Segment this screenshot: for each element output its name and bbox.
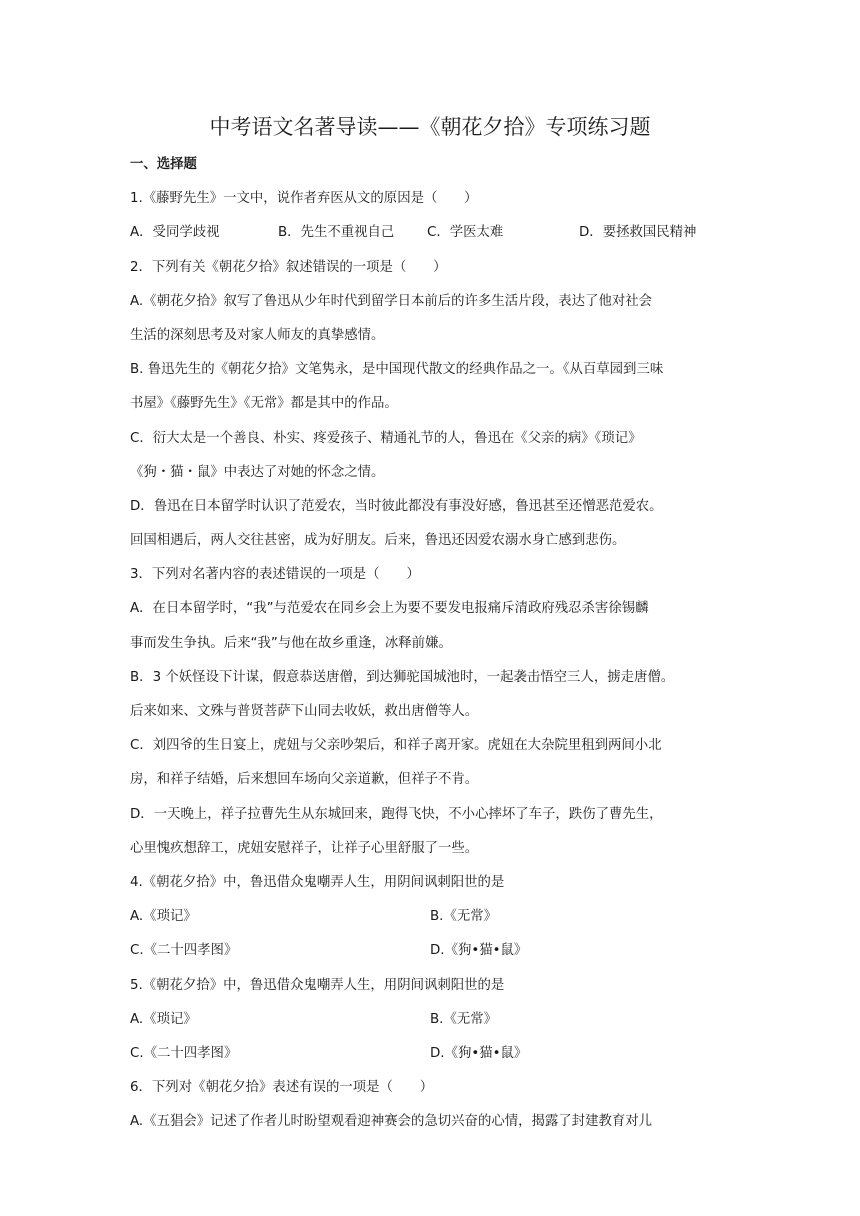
option-a: A.《琐记》 (130, 1011, 197, 1027)
option-c: C．学医太难 (427, 225, 504, 241)
question-1-stem: 1.《藤野先生》一文中，说作者弃医从文的原因是（ ） (130, 191, 478, 207)
option-d: D.《狗•猫•鼠》 (430, 943, 528, 959)
option-d: D.《狗•猫•鼠》 (430, 1045, 528, 1061)
option-d: D．要拯救国民精神 (579, 225, 697, 241)
question-6-line: A.《五猖会》记述了作者儿时盼望观看迎神赛会的急切兴奋的心情，揭露了封建教育对儿 (130, 1114, 653, 1130)
question-3-line: A．在日本留学时，“我”与范爱农在同乡会上为要不要发电报痛斥清政府残忍杀害徐锡麟 (130, 601, 649, 617)
question-2-line: 书屋》《藤野先生》《无常》都是其中的作品。 (130, 396, 398, 412)
option-b: B．先生不重视自己 (278, 225, 395, 241)
question-3-line: D．一天晚上，祥子拉曹先生从东城回来，跑得飞快，不小心摔坏了车子，跌伤了曹先生， (130, 806, 663, 822)
question-5-options-row-1 (130, 1003, 732, 1037)
option-b: B.《无常》 (430, 1011, 498, 1027)
question-3-line: 后来如来、文殊与普贤菩萨下山同去收妖，救出唐僧等人。 (130, 704, 479, 719)
question-2-line: B. 鲁迅先生的《朝花夕拾》文笔隽永，是中国现代散文的经典作品之一。《从百草园到三味 (130, 362, 664, 378)
question-3-line: C．刘四爷的生日宴上，虎妞与父亲吵架后，和祥子离开家。虎妞在大杂院里租到两间小北 (130, 738, 662, 754)
question-3-line: B．3 个妖怪设下计谋，假意恭送唐僧，到达狮驼国城池时，一起袭击悟空三人，掳走唐僧。 (130, 669, 675, 685)
question-2-stem: 2．下列有关《朝花夕拾》叙述错误的一项是（ ） (130, 259, 447, 275)
question-4-stem: 4.《朝花夕拾》中，鲁迅借众鬼嘲弄人生，用阴间讽刺阳世的是 (130, 874, 505, 890)
question-6-stem: 6．下列对《朝花夕拾》表述有误的一项是（ ） (130, 1080, 434, 1096)
option-a: A.《琐记》 (130, 909, 197, 925)
question-2-line: D．鲁迅在日本留学时认识了范爱农，当时彼此都没有事没好感，鲁迅甚至还憎恶范爱农。 (130, 498, 663, 514)
question-3-line: 房，和祥子结婚，后来想回车场向父亲道歉，但祥子不肯。 (130, 772, 479, 788)
page-title: 中考语文名著导读——《朝花夕拾》专项练习题 (209, 115, 651, 139)
question-2-line: A.《朝花夕拾》叙写了鲁迅从少年时代到留学日本前后的许多生活片段，表达了他对社会 (130, 293, 653, 309)
question-3-line: 事而发生争执。后来“我”与他在故乡重逢，冰释前嫌。 (130, 635, 452, 651)
option-c: C.《二十四孝图》 (130, 943, 238, 959)
question-4-options-row-2 (130, 934, 732, 968)
section-heading: 一、选择题 (130, 157, 197, 172)
question-3-stem: 3．下列对名著内容的表述错误的一项是（ ） (130, 567, 420, 583)
question-2-line: 回国相遇后，两人交往甚密，成为好朋友。后来，鲁迅还因爱农溺水身亡感到悲伤。 (130, 533, 626, 549)
question-5-stem: 5.《朝花夕拾》中，鲁迅借众鬼嘲弄人生，用阴间讽刺阳世的是 (130, 977, 505, 993)
option-c: C.《二十四孝图》 (130, 1045, 238, 1061)
option-a: A．受同学歧视 (130, 225, 220, 241)
question-2-line: C．衍大太是一个善良、朴实、疼爱孩子、精通礼节的人，鲁迅在《父亲的病》《琐记》 (130, 430, 642, 446)
question-1-options (130, 216, 732, 250)
question-list (130, 148, 732, 1139)
question-2-line: 生活的深刻思考及对家人师友的真挚感情。 (130, 327, 385, 343)
question-3-line: 心里愧疚想辞工，虎妞安慰祥子，让祥子心里舒服了一些。 (130, 840, 479, 856)
question-5-options-row-2 (130, 1037, 732, 1071)
option-b: B.《无常》 (430, 909, 498, 925)
question-2-line: 《狗・猫・鼠》中表达了对她的怀念之情。 (130, 464, 385, 480)
question-4-options-row-1 (130, 900, 732, 934)
